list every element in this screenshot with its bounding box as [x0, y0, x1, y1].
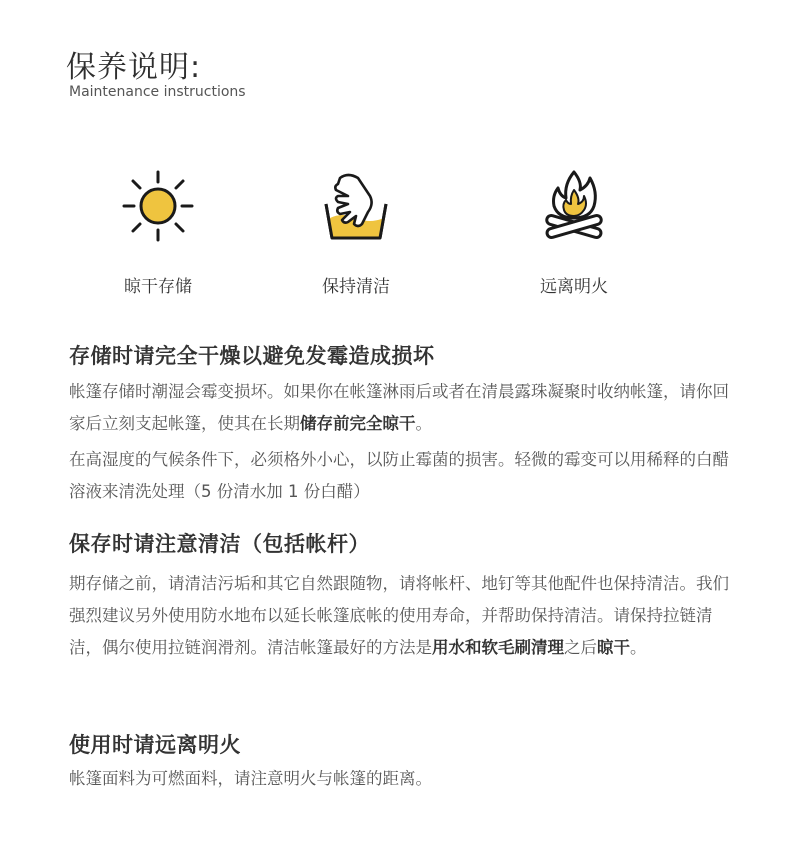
section-paragraph: 帐篷面料为可燃面料，请注意明火与帐篷的距离。: [69, 769, 432, 788]
section-heading: 存储时请完全干燥以避免发霉造成损坏: [69, 344, 435, 368]
section-paragraph: 在高湿度的气候条件下，必须格外小心，以防止霉菌的损害。轻微的霉变可以用稀释的白醋溶液来清洗处理（5 份清水加 1 份白醋）: [69, 450, 729, 501]
section-heading: 保存时请注意清洁（包括帐杆）: [69, 532, 370, 556]
washing-hand-icon: [318, 168, 394, 244]
icon-label-dry: 晾干存储: [124, 277, 192, 297]
icon-card-fire: [504, 168, 644, 297]
sun-icon: [120, 168, 196, 244]
campfire-icon: [536, 168, 612, 244]
page-subtitle: Maintenance instructions: [69, 84, 246, 100]
section-paragraph: 期存储之前，请清洁污垢和其它自然跟随物，请将帐杆、地钉等其他配件也保持清洁。我们强烈建议另外使用防水地布以延长帐篷底帐的使用寿命，并帮助保持清洁。请保持拉链清洁，偶尔使用拉链润滑剂。清洁帐篷最好的方法是用水和软毛刷清理之后晾干。: [69, 574, 729, 657]
icon-label-fire: 远离明火: [540, 277, 608, 297]
section-storage: [69, 340, 739, 508]
section-heading: 使用时请远离明火: [69, 733, 241, 757]
section-paragraph: 帐篷存储时潮湿会霉变损坏。如果你在帐篷淋雨后或者在清晨露珠凝聚时收纳帐篷，请你回家后立刻支起帐篷，使其在长期储存前完全晾干。: [69, 382, 729, 433]
icon-label-clean: 保持清洁: [322, 277, 390, 297]
icon-card-clean: [286, 168, 426, 297]
section-cleaning: [69, 528, 739, 664]
section-fire: [69, 729, 739, 795]
icon-card-dry: [88, 168, 228, 297]
page-title: 保养说明:: [66, 50, 202, 85]
